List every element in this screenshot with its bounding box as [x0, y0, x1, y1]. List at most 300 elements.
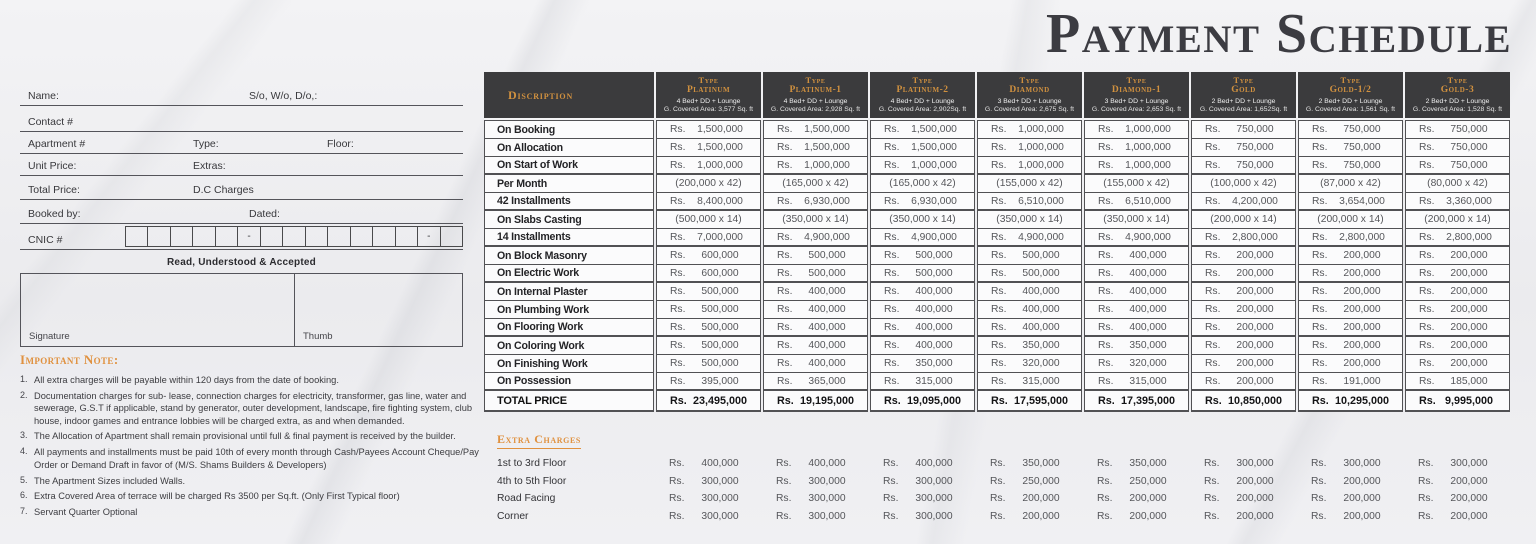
currency-prefix: Rs. — [1311, 475, 1327, 487]
amount-value: 250,000 — [1022, 475, 1060, 487]
value-cell — [1299, 337, 1402, 355]
amount-value: 1,500,000 — [804, 142, 850, 153]
currency-prefix: Rs. — [1312, 321, 1328, 333]
currency-prefix: Rs. — [1418, 458, 1434, 470]
amount-value: 1,000,000 — [1018, 159, 1064, 171]
amount-value: 500,000 — [915, 267, 953, 279]
value-cell — [1299, 391, 1402, 412]
value-cell — [764, 247, 867, 265]
important-notes — [20, 352, 480, 522]
note-item — [20, 506, 480, 518]
amount-value: 7,000,000 — [697, 231, 743, 243]
amount-value: 200,000 — [1450, 250, 1488, 261]
value-cell — [764, 211, 867, 229]
note-item — [20, 490, 480, 502]
amount-value: 8,400,000 — [697, 195, 743, 207]
value-cell — [1406, 391, 1509, 412]
currency-prefix: Rs. — [1312, 195, 1328, 207]
extra-charge-label: Corner — [497, 510, 529, 522]
installment-formula: (155,000 x 42) — [996, 178, 1063, 189]
value-cell — [871, 211, 974, 229]
value-cell — [657, 157, 760, 175]
value-cell — [1299, 283, 1402, 301]
name-label: Name: — [28, 90, 59, 102]
value-cell — [1299, 193, 1402, 211]
type-beds: 3 Bed+ DD + Lounge — [1104, 97, 1169, 105]
currency-prefix: Rs. — [777, 321, 793, 333]
currency-prefix: Rs. — [1098, 267, 1114, 279]
type-name: Platinum — [686, 85, 731, 95]
value-cell — [978, 157, 1081, 175]
amount-value: 400,000 — [1129, 321, 1167, 333]
amount-value: 500,000 — [808, 250, 846, 261]
value-cell — [1299, 211, 1402, 229]
value-cell — [764, 283, 867, 301]
currency-prefix: Rs. — [884, 375, 900, 387]
type-word: Type — [912, 75, 933, 86]
amount-value: 200,000 — [1450, 267, 1488, 279]
value-cell — [1192, 211, 1295, 229]
amount-value: 200,000 — [1343, 475, 1381, 487]
amount-value: 200,000 — [1450, 321, 1488, 333]
type-column-body — [1191, 120, 1296, 412]
currency-prefix: Rs. — [884, 358, 900, 369]
type-label: Type: — [193, 138, 219, 150]
amount-value: 200,000 — [1450, 304, 1488, 315]
currency-prefix: Rs. — [777, 340, 793, 351]
value-cell — [871, 121, 974, 139]
value-cell — [657, 283, 760, 301]
type-name: Gold-1/2 — [1329, 85, 1372, 95]
amount-value: 400,000 — [1022, 286, 1060, 297]
currency-prefix: Rs. — [1205, 286, 1221, 297]
type-area: G. Covered Area: 2,928 Sq. ft — [770, 105, 861, 113]
note-text: All extra charges will be payable within 120 days from the date of booking. — [34, 375, 339, 385]
value-cell — [657, 139, 760, 157]
amount-value: 200,000 — [1450, 340, 1488, 351]
type-area: G. Covered Area: 2,653 Sq. ft — [1091, 105, 1182, 113]
cnic-label: CNIC # — [28, 234, 63, 246]
amount-value: 750,000 — [1236, 142, 1274, 153]
amount-value: 4,900,000 — [1018, 231, 1064, 243]
floor-label: Floor: — [327, 138, 354, 150]
value-cell — [978, 337, 1081, 355]
currency-prefix: Rs. — [1205, 267, 1221, 279]
type-column-diamond-1 — [1084, 72, 1189, 412]
cnic-digit-cell — [327, 226, 350, 247]
amount-value: 500,000 — [808, 267, 846, 279]
currency-prefix: Rs. — [777, 394, 794, 407]
type-word: Type — [805, 75, 826, 86]
currency-prefix: Rs. — [1205, 159, 1221, 171]
currency-prefix: Rs. — [884, 394, 901, 407]
currency-prefix: Rs. — [670, 231, 686, 243]
extra-charge-value — [1405, 493, 1510, 504]
cnic-digit-cell — [282, 226, 305, 247]
currency-prefix: Rs. — [1204, 475, 1220, 487]
cnic-dash-cell: - — [417, 226, 440, 247]
amount-value: 400,000 — [915, 458, 953, 470]
currency-prefix: Rs. — [990, 493, 1006, 505]
amount-value: 200,000 — [1236, 340, 1274, 351]
currency-prefix: Rs. — [991, 195, 1007, 207]
value-cell — [1299, 265, 1402, 283]
amount-value: 200,000 — [1450, 286, 1488, 297]
currency-prefix: Rs. — [670, 321, 686, 333]
value-cell — [978, 193, 1081, 211]
currency-prefix: Rs. — [1098, 231, 1114, 243]
value-cell — [978, 121, 1081, 139]
extra-charge-value — [870, 493, 975, 504]
row-label: On Coloring Work — [485, 337, 653, 355]
currency-prefix: Rs. — [1098, 250, 1114, 261]
currency-prefix: Rs. — [1098, 124, 1114, 135]
value-cell — [978, 175, 1081, 193]
value-cell — [1406, 265, 1509, 283]
value-cell — [764, 337, 867, 355]
amount-value: 400,000 — [915, 286, 953, 297]
row-label: On Booking — [485, 121, 653, 139]
type-column-gold-1-2 — [1298, 72, 1403, 412]
amount-value: 300,000 — [915, 493, 953, 505]
note-item — [20, 374, 480, 386]
value-cell — [871, 193, 974, 211]
amount-value: 185,000 — [1450, 375, 1488, 387]
amount-value: 350,000 — [1129, 458, 1167, 470]
currency-prefix: Rs. — [991, 267, 1007, 279]
amount-value: 1,000,000 — [1125, 159, 1171, 171]
currency-prefix: Rs. — [991, 394, 1008, 407]
amount-value: 500,000 — [1022, 250, 1060, 261]
currency-prefix: Rs. — [991, 321, 1007, 333]
type-name: Diamond — [1009, 85, 1050, 95]
note-text: Servant Quarter Optional — [34, 507, 138, 518]
currency-prefix: Rs. — [1098, 286, 1114, 297]
currency-prefix: Rs. — [777, 267, 793, 279]
amount-value: 750,000 — [1236, 124, 1274, 135]
amount-value: 191,000 — [1343, 375, 1381, 387]
extra-charge-value — [656, 458, 761, 469]
type-word: Type — [1126, 75, 1147, 86]
currency-prefix: Rs. — [1205, 375, 1221, 387]
amount-value: 400,000 — [808, 321, 846, 333]
currency-prefix: Rs. — [991, 304, 1007, 315]
currency-prefix: Rs. — [669, 475, 685, 487]
amount-value: 350,000 — [1129, 340, 1167, 351]
currency-prefix: Rs. — [1098, 195, 1114, 207]
value-cell — [657, 337, 760, 355]
extra-charge-value — [1084, 458, 1189, 469]
currency-prefix: Rs. — [1098, 304, 1114, 315]
extra-charges-row — [484, 473, 1510, 491]
value-cell — [1085, 319, 1188, 337]
value-cell — [978, 247, 1081, 265]
amount-value: 200,000 — [1022, 493, 1060, 505]
currency-prefix: Rs. — [1098, 394, 1115, 407]
currency-prefix: Rs. — [670, 267, 686, 279]
currency-prefix: Rs. — [776, 493, 792, 505]
value-cell — [871, 139, 974, 157]
amount-value: 500,000 — [701, 286, 739, 297]
amount-value: 500,000 — [701, 304, 739, 315]
amount-value: 500,000 — [701, 358, 739, 369]
installment-formula: (165,000 x 42) — [889, 178, 956, 189]
extra-charge-value — [870, 511, 975, 522]
amount-value: 23,495,000 — [692, 394, 748, 407]
amount-value: 300,000 — [808, 475, 846, 487]
amount-value: 400,000 — [808, 304, 846, 315]
currency-prefix: Rs. — [776, 458, 792, 470]
value-cell — [657, 391, 760, 412]
row-label: On Block Masonry — [485, 247, 653, 265]
currency-prefix: Rs. — [1204, 510, 1220, 522]
installment-formula: (200,000 x 14) — [1210, 214, 1277, 225]
currency-prefix: Rs. — [1205, 394, 1222, 407]
type-name: Gold-3 — [1440, 85, 1475, 95]
cnic-digit-cell — [305, 226, 328, 247]
value-cell — [764, 319, 867, 337]
amount-value: 200,000 — [1343, 321, 1381, 333]
value-cell — [871, 355, 974, 373]
amount-value: 400,000 — [915, 340, 953, 351]
row-label: TOTAL PRICE — [485, 391, 653, 412]
note-number: 5. — [20, 474, 28, 485]
value-cell — [1192, 247, 1295, 265]
value-cell — [1406, 139, 1509, 157]
amount-value: 6,930,000 — [804, 195, 850, 207]
amount-value: 200,000 — [1450, 358, 1488, 369]
value-cell — [1406, 373, 1509, 391]
cnic-dash-cell: - — [237, 226, 260, 247]
amount-value: 17,595,000 — [1013, 394, 1069, 407]
installment-formula: (155,000 x 42) — [1103, 178, 1170, 189]
currency-prefix: Rs. — [1419, 321, 1435, 333]
currency-prefix: Rs. — [1097, 475, 1113, 487]
amount-value: 1,500,000 — [697, 142, 743, 153]
currency-prefix: Rs. — [1312, 375, 1328, 387]
type-column-header — [1298, 72, 1403, 120]
amount-value: 1,000,000 — [1125, 142, 1171, 153]
booking-form — [20, 86, 463, 347]
amount-value: 750,000 — [1343, 124, 1381, 135]
amount-value: 200,000 — [1450, 510, 1488, 522]
value-cell — [978, 355, 1081, 373]
value-cell — [1406, 211, 1509, 229]
type-column-header — [977, 72, 1082, 120]
dated-label: Dated: — [249, 208, 280, 220]
currency-prefix: Rs. — [670, 358, 686, 369]
currency-prefix: Rs. — [1419, 250, 1435, 261]
booked-by-label: Booked by: — [28, 208, 81, 220]
cnic-digit-cell — [170, 226, 193, 247]
currency-prefix: Rs. — [1419, 142, 1435, 153]
currency-prefix: Rs. — [883, 475, 899, 487]
currency-prefix: Rs. — [1205, 124, 1221, 135]
type-name: Diamond-1 — [1111, 85, 1162, 95]
amount-value: 400,000 — [1129, 286, 1167, 297]
type-column-header — [763, 72, 868, 120]
form-row-name — [20, 86, 463, 106]
currency-prefix: Rs. — [884, 267, 900, 279]
value-cell — [657, 265, 760, 283]
currency-prefix: Rs. — [884, 321, 900, 333]
extra-charge-value — [1298, 493, 1403, 504]
amount-value: 400,000 — [808, 358, 846, 369]
type-beds: 4 Bed+ DD + Lounge — [890, 97, 955, 105]
row-label: On Plumbing Work — [485, 301, 653, 319]
form-row-apartment — [20, 132, 463, 154]
value-cell — [871, 265, 974, 283]
extra-charge-value — [763, 476, 868, 487]
extra-charge-label: Road Facing — [497, 493, 556, 505]
amount-value: 315,000 — [915, 375, 953, 387]
amount-value: 200,000 — [1022, 510, 1060, 522]
amount-value: 200,000 — [1236, 375, 1274, 387]
value-cell — [1085, 283, 1188, 301]
amount-value: 300,000 — [1236, 458, 1274, 470]
amount-value: 200,000 — [1236, 250, 1274, 261]
extra-charge-value — [1084, 476, 1189, 487]
value-cell — [657, 355, 760, 373]
amount-value: 320,000 — [1022, 358, 1060, 369]
form-row-cnic — [20, 224, 463, 250]
currency-prefix: Rs. — [776, 475, 792, 487]
extra-charge-value — [1191, 476, 1296, 487]
currency-prefix: Rs. — [777, 304, 793, 315]
amount-value: 750,000 — [1450, 124, 1488, 135]
value-cell — [1085, 211, 1188, 229]
value-cell — [978, 391, 1081, 412]
so-wo-do-label: S/o, W/o, D/o,: — [249, 90, 318, 102]
currency-prefix: Rs. — [1097, 458, 1113, 470]
amount-value: 400,000 — [915, 304, 953, 315]
amount-value: 500,000 — [1022, 267, 1060, 279]
cnic-digit-cell — [192, 226, 215, 247]
value-cell — [1192, 301, 1295, 319]
currency-prefix: Rs. — [1204, 458, 1220, 470]
amount-value: 400,000 — [701, 458, 739, 470]
value-cell — [1192, 193, 1295, 211]
value-cell — [871, 391, 974, 412]
value-cell — [1085, 373, 1188, 391]
note-text: The Allocation of Apartment shall remain provisional until full & final payment is received by the builder. — [34, 431, 456, 442]
currency-prefix: Rs. — [777, 286, 793, 297]
value-cell — [1192, 337, 1295, 355]
amount-value: 300,000 — [1343, 458, 1381, 470]
value-cell — [1085, 139, 1188, 157]
currency-prefix: Rs. — [1098, 321, 1114, 333]
type-column-header — [1191, 72, 1296, 120]
currency-prefix: Rs. — [1312, 304, 1328, 315]
value-cell — [1406, 175, 1509, 193]
currency-prefix: Rs. — [1097, 510, 1113, 522]
value-cell — [1406, 229, 1509, 247]
value-cell — [1085, 265, 1188, 283]
extra-charge-label: 4th to 5th Floor — [497, 475, 567, 487]
value-cell — [1406, 247, 1509, 265]
value-cell — [1192, 157, 1295, 175]
value-cell — [1192, 391, 1295, 412]
description-header-label: Discription — [508, 87, 574, 102]
amount-value: 200,000 — [1236, 321, 1274, 333]
value-cell — [1192, 121, 1295, 139]
currency-prefix: Rs. — [670, 286, 686, 297]
extras-label: Extras: — [193, 160, 226, 172]
type-column-header — [870, 72, 975, 120]
note-item — [20, 446, 480, 471]
amount-value: 300,000 — [701, 475, 739, 487]
installment-formula: (200,000 x 42) — [675, 178, 742, 189]
amount-value: 300,000 — [808, 493, 846, 505]
value-cell — [764, 301, 867, 319]
amount-value: 315,000 — [1129, 375, 1167, 387]
value-cell — [764, 121, 867, 139]
amount-value: 200,000 — [1343, 510, 1381, 522]
amount-value: 17,395,000 — [1120, 394, 1176, 407]
value-cell — [1192, 139, 1295, 157]
currency-prefix: Rs. — [991, 375, 1007, 387]
type-area: G. Covered Area: 1,561 Sq. ft — [1305, 105, 1396, 113]
dc-charges-label: D.C Charges — [193, 184, 254, 196]
amount-value: 400,000 — [1129, 304, 1167, 315]
currency-prefix: Rs. — [1312, 358, 1328, 369]
currency-prefix: Rs. — [670, 159, 686, 171]
currency-prefix: Rs. — [1419, 195, 1435, 207]
currency-prefix: Rs. — [1419, 304, 1435, 315]
amount-value: 4,200,000 — [1232, 195, 1278, 207]
form-row-unit-price — [20, 154, 463, 176]
amount-value: 4,900,000 — [804, 231, 850, 243]
amount-value: 300,000 — [701, 493, 739, 505]
extra-charge-value — [977, 458, 1082, 469]
amount-value: 350,000 — [915, 358, 953, 369]
currency-prefix: Rs. — [991, 159, 1007, 171]
type-area: G. Covered Area: 1,652Sq. ft — [1199, 105, 1288, 113]
amount-value: 1,500,000 — [804, 124, 850, 135]
installment-formula: (350,000 x 14) — [889, 214, 956, 225]
extra-charge-value — [1191, 493, 1296, 504]
cnic-digit-cell — [395, 226, 418, 247]
amount-value: 3,654,000 — [1339, 195, 1385, 207]
extra-charge-value — [763, 458, 868, 469]
description-header — [484, 72, 654, 120]
amount-value: 400,000 — [1022, 321, 1060, 333]
form-row-booked-by — [20, 200, 463, 224]
note-item — [20, 475, 480, 487]
extra-charge-value — [1405, 458, 1510, 469]
amount-value: 400,000 — [808, 458, 846, 470]
value-cell — [871, 301, 974, 319]
value-cell — [657, 211, 760, 229]
currency-prefix: Rs. — [1311, 510, 1327, 522]
amount-value: 750,000 — [1343, 159, 1381, 171]
value-cell — [657, 373, 760, 391]
extra-charge-value — [977, 511, 1082, 522]
installment-formula: (87,000 x 42) — [1320, 178, 1381, 189]
type-column-body — [656, 120, 761, 412]
currency-prefix: Rs. — [1312, 231, 1328, 243]
value-cell — [1299, 139, 1402, 157]
currency-prefix: Rs. — [777, 195, 793, 207]
extra-charge-value — [1084, 511, 1189, 522]
installment-formula: (200,000 x 14) — [1424, 214, 1491, 225]
amount-value: 200,000 — [1343, 340, 1381, 351]
row-label: On Finishing Work — [485, 355, 653, 373]
extra-charge-value — [656, 476, 761, 487]
amount-value: 750,000 — [1450, 159, 1488, 171]
amount-value: 200,000 — [1236, 510, 1274, 522]
value-cell — [1299, 373, 1402, 391]
